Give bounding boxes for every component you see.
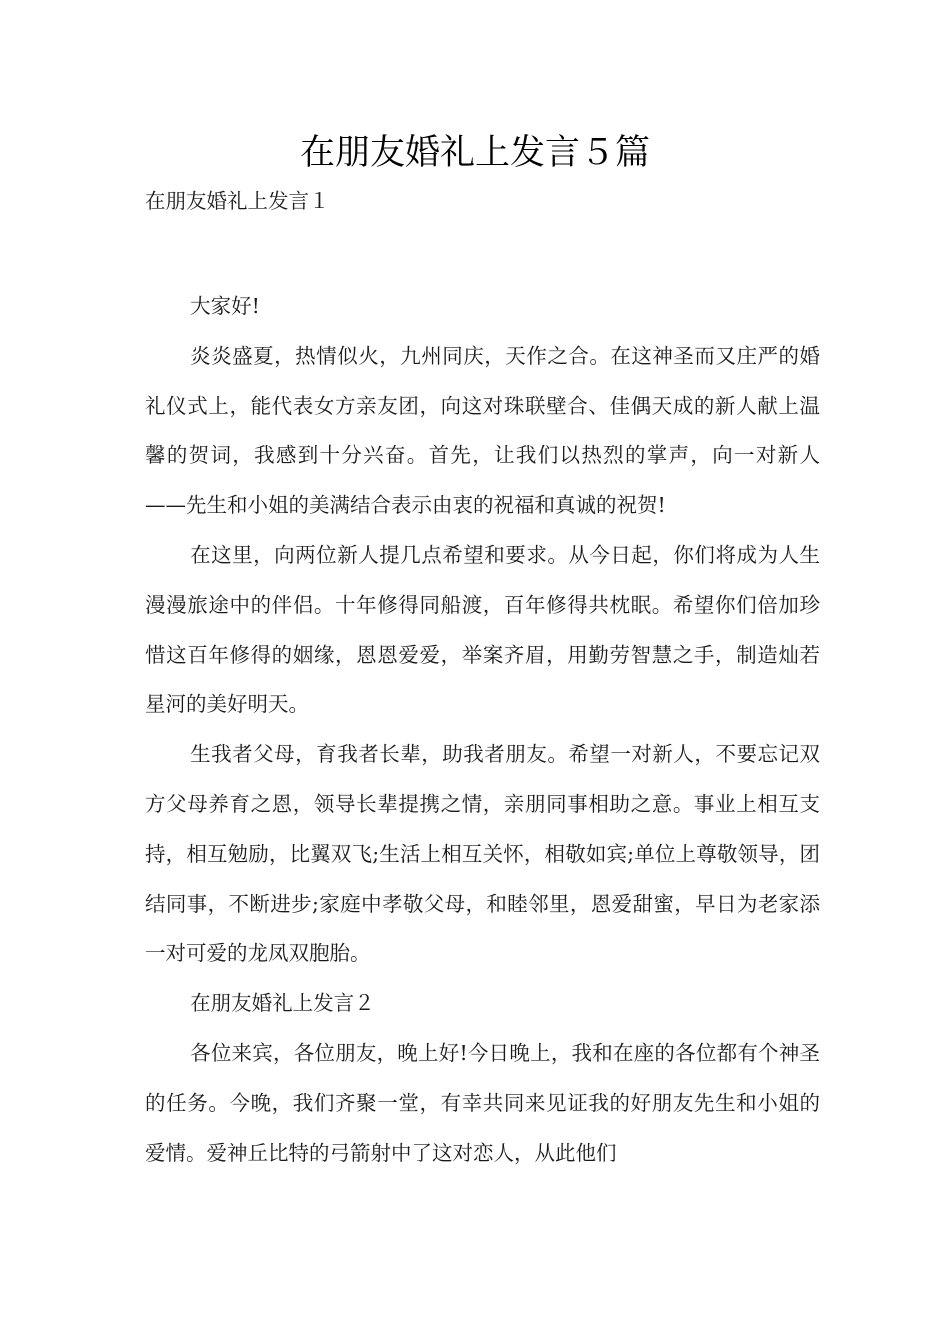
paragraph-speech-2: 各位来宾，各位朋友，晚上好!今日晚上，我和在座的各位都有个神圣的任务。今晚，我们齐聚一堂，有幸共同来见证我的好朋友先生和小姐的爱情。爱神丘比特的弓箭射中了这对恋人，从此他们 (145, 1040, 820, 1165)
document-body (145, 184, 820, 1178)
paragraph-hopes: 在这里，向两位新人提几点希望和要求。从今日起，你们将成为人生漫漫旅途中的伴侣。十年修得同船渡，百年修得共枕眠。希望你们倍加珍惜这百年修得的姻缘，恩恩爱爱，举案齐眉，用勤劳智慧之手，制造灿若星河的美好明天。 (145, 542, 820, 717)
document-title: 在朋友婚礼上发言５篇 (299, 133, 650, 173)
section-heading-2: 在朋友婚礼上发言２ (190, 991, 375, 1016)
section-heading-1: 在朋友婚礼上发言１ (145, 189, 330, 213)
paragraph-greeting: 大家好! (190, 294, 260, 318)
blank-space (145, 218, 820, 282)
paragraph-gratitude: 生我者父母，育我者长辈，助我者朋友。希望一对新人，不要忘记双方父母养育之恩，领导长辈提携之情，亲朋同事相助之意。事业上相互支持，相互勉励，比翼双飞;生活上相互关怀，相敬如宾;单位上尊敬领导，团结同事，不断进步;家庭中孝敬父母，和睦邻里，恩爱甜蜜，早日为老家添一对可爱的龙凤双胞胎。 (145, 742, 820, 966)
paragraph-opening: 炎炎盛夏，热情似火，九州同庆，天作之合。在这神圣而又庄严的婚礼仪式上，能代表女方亲友团，向这对珠联壁合、佳偶天成的新人献上温馨的贺词，我感到十分兴奋。首先，让我们以热烈的掌声，向一对新人——先生和小姐的美满结合表示由衷的祝福和真诚的祝贺! (145, 343, 820, 518)
